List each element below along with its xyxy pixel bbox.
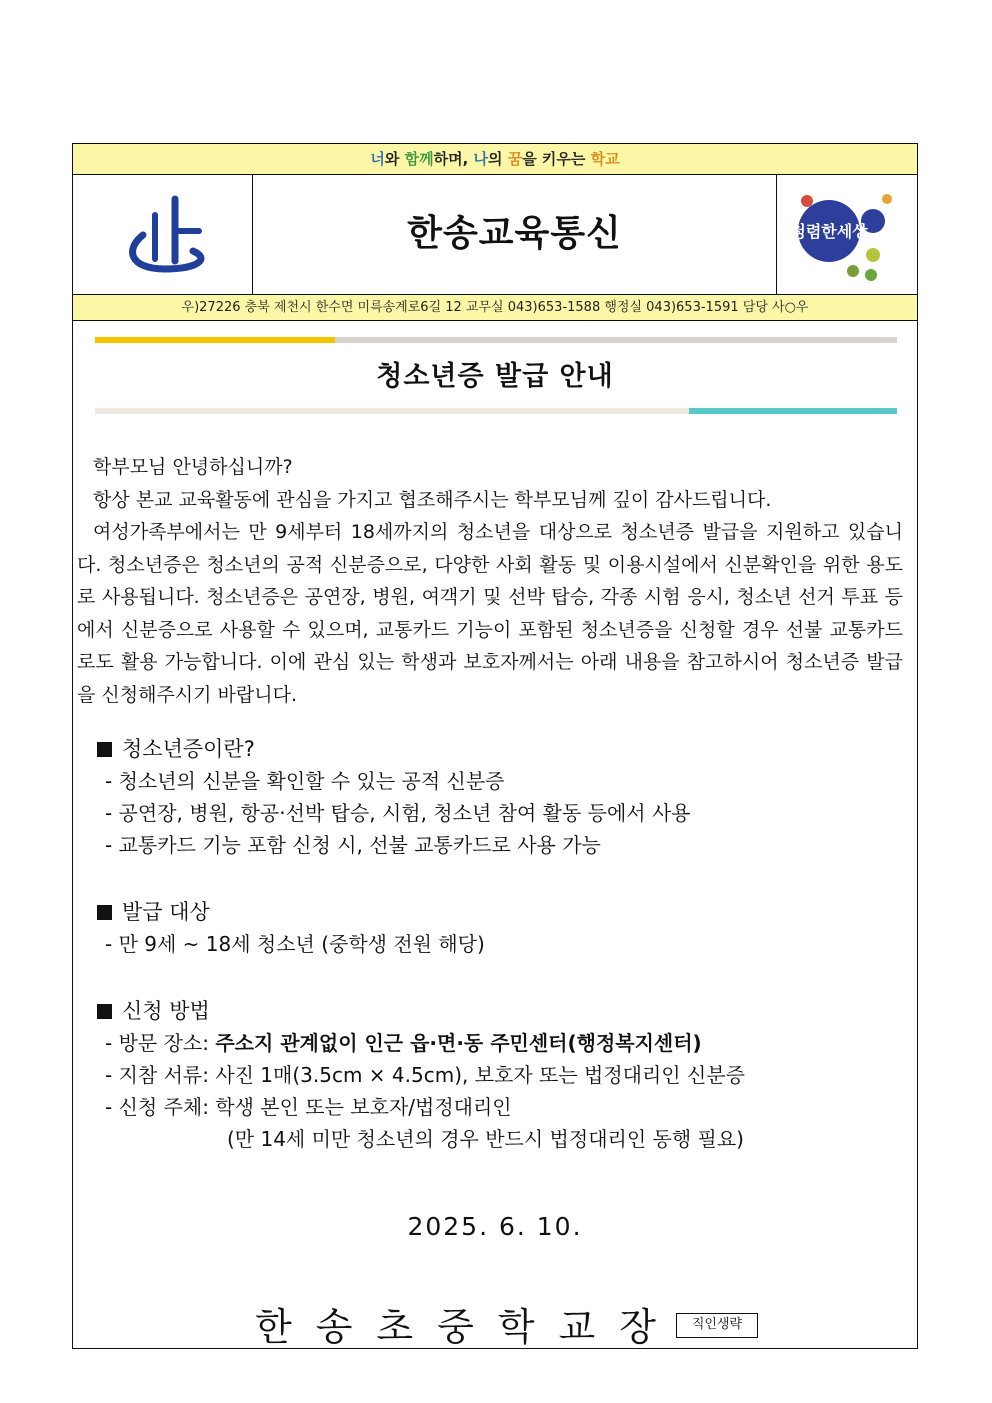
integrity-logo-icon <box>777 175 916 293</box>
motto-part: 함께 <box>404 150 434 168</box>
section-heading <box>97 896 485 928</box>
square-bullet-icon <box>97 905 112 920</box>
issue-date: 2025. 6. 10. <box>407 1212 583 1241</box>
body-text: 여성가족부에서는 만 9세부터 18세까지의 청소년을 대상으로 청소년증 발급을 지원하고 있습니다. 청소년증은 청소년의 공적 신분증으로, 다양한 사회 활동 및 이용시설에서 신분확인을 위한 용도로 사용됩니다. 청소년증은 공연장, 병원, 여객기 및 선박 탑승, 각종 시험 응시, 청소년 선거 투표 등에서 신분증으로 사용할 수 있으며, 교통카드 기능이 포함된 청소년증을 신청할 경우 선불 교통카드로도 활용 가능합니다. 이에 관심 있는 학생과 보호자께서는 아래 내용을 참고하시어 청소년증 발급을 신청해주시기 바랍니다. <box>77 521 903 706</box>
place-label: - 방문 장소: <box>105 1031 216 1055</box>
principal-signature: 한송초중학교장 <box>255 1305 680 1349</box>
title-bar-teal <box>689 408 897 414</box>
section-how-to-apply <box>97 995 745 1155</box>
school-logo-cell <box>73 175 253 294</box>
list-item: - 지참 서류: 사진 1매(3.5cm × 4.5cm), 보호자 또는 법정대리인 신분증 <box>105 1063 745 1087</box>
list-item-note: (만 14세 미만 청소년의 경우 반드시 법정대리인 동행 필요) <box>227 1127 744 1151</box>
section-heading-text: 청소년증이란? <box>122 737 255 761</box>
list-item: - 신청 주체: 학생 본인 또는 보호자/법정대리인 <box>105 1095 512 1119</box>
newsletter-frame <box>72 143 918 1349</box>
motto-part: 을 키우는 <box>522 150 591 168</box>
section-what-is <box>97 733 691 861</box>
greeting-text: 학부모님 안녕하십니까? <box>93 456 293 478</box>
place-value: 주소지 관계없이 인근 읍·면·동 주민센터(행정복지센터) <box>215 1031 702 1055</box>
section-heading-text: 신청 방법 <box>122 999 210 1023</box>
section-heading <box>97 733 691 765</box>
integrity-logo-text: 청렴한세상 <box>790 222 868 241</box>
section-heading-text: 발급 대상 <box>122 900 210 924</box>
seal-omitted-box: 직인생략 <box>676 1313 758 1338</box>
motto-part: 와 <box>384 150 405 168</box>
square-bullet-icon <box>97 1004 112 1019</box>
list-item: - 공연장, 병원, 항공·선박 탑승, 시험, 청소년 참여 활동 등에서 사용 <box>105 801 691 825</box>
motto-part: 학교 <box>590 150 620 168</box>
integrity-logo-cell <box>776 175 917 294</box>
motto-part: 너 <box>370 150 385 168</box>
list-item: - 청소년의 신분을 확인할 수 있는 공적 신분증 <box>105 769 505 793</box>
title-bar-yellow <box>95 337 335 343</box>
school-logo-icon <box>73 175 253 293</box>
motto-part: 의 <box>488 150 508 168</box>
section-heading <box>97 995 745 1027</box>
school-motto <box>73 144 917 175</box>
list-item: - 만 9세 ~ 18세 청소년 (중학생 전원 해당) <box>105 932 485 956</box>
title-bar-gray <box>335 337 897 343</box>
square-bullet-icon <box>97 742 112 757</box>
motto-part: 하며, <box>433 150 474 168</box>
motto-part: 나 <box>473 150 488 168</box>
school-address-bar: 우)27226 충북 제천시 한수면 미륵송계로6길 12 교무실 043)653-1588 행정실 043)653-1591 담당 사○우 <box>73 295 917 321</box>
document-title: 청소년증 발급 안내 <box>376 361 614 392</box>
newsletter-title: 한송교육통신 <box>407 213 622 254</box>
title-bar-cream <box>95 408 689 414</box>
section-eligibility <box>97 896 485 960</box>
motto-part: 꿈 <box>507 150 523 168</box>
newsletter-header <box>73 175 917 295</box>
list-item: - 교통카드 기능 포함 신청 시, 선불 교통카드로 사용 가능 <box>105 833 601 857</box>
list-item <box>97 1027 745 1059</box>
intro-paragraphs <box>77 451 903 711</box>
thanks-text: 항상 본교 교육활동에 관심을 가지고 협조해주시는 학부모님께 깊이 감사드립니다. <box>93 488 772 511</box>
